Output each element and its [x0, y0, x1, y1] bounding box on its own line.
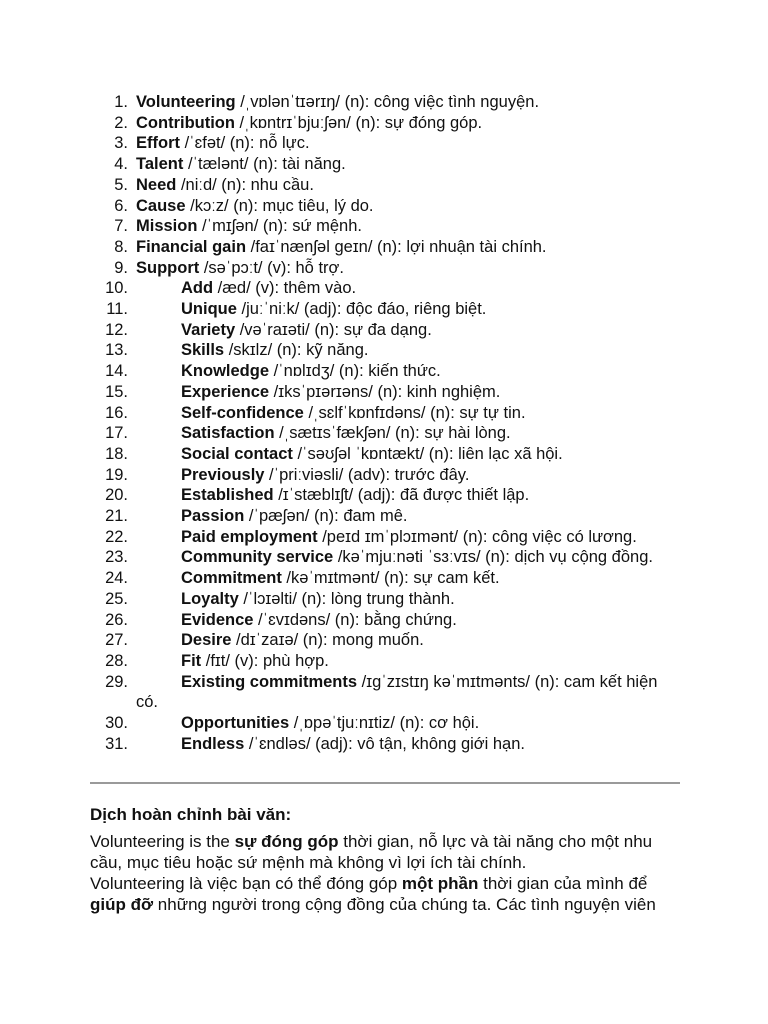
item-number: 12.	[105, 320, 128, 339]
item-number: 30.	[105, 714, 128, 733]
item-number: 31.	[105, 734, 128, 753]
vocab-term: Variety	[181, 320, 236, 339]
vocab-term: Previously	[181, 465, 265, 484]
list-item	[90, 196, 680, 217]
section-heading: Dịch hoàn chỉnh bài văn:	[90, 805, 292, 824]
translation-section	[90, 804, 680, 915]
list-item	[90, 113, 680, 134]
vocab-definition: /ˈtælənt/ (n): tài năng.	[183, 155, 346, 174]
bold-text-run: một phần	[401, 874, 479, 893]
list-item	[90, 258, 680, 279]
item-number: 25.	[105, 589, 128, 608]
vocab-term: Passion	[181, 507, 245, 526]
vocab-term: Volunteering	[136, 93, 236, 111]
vocab-term: Evidence	[181, 610, 254, 629]
vocab-definition: /ˈsəʊʃəl ˈkɒntækt/ (n): liên lạc xã hội.	[292, 444, 563, 463]
vocab-term: Desire	[181, 631, 232, 650]
vocab-definition: /ˈɛndləs/ (adj): vô tận, không giới hạn.	[244, 734, 525, 753]
item-number: 26.	[105, 610, 128, 629]
item-number: 4.	[114, 155, 128, 174]
text-run: những người trong cộng đồng của chúng ta. Các tình nguyện viên	[153, 895, 656, 914]
vocab-definition: /ˌsɛlfˈkɒnfɪdəns/ (n): sự tự tin.	[303, 403, 526, 422]
list-item	[90, 237, 680, 258]
vocab-definition: /ɪˈstæblɪʃt/ (adj): đã được thiết lập.	[273, 486, 530, 505]
item-number: 5.	[114, 175, 128, 194]
vocab-term: Cause	[136, 196, 186, 215]
vocab-definition: /æd/ (v): thêm vào.	[213, 279, 357, 298]
item-number: 27.	[105, 631, 128, 650]
list-item	[90, 485, 680, 506]
list-item	[90, 175, 680, 196]
text-run: thời gian, nỗ lực và tài năng cho một nhu cầu, mục tiêu hoặc sứ mệnh mà không vì lợi ích tài chính.	[90, 832, 653, 872]
item-number: 7.	[114, 217, 128, 236]
paragraph	[90, 873, 680, 915]
vocab-definition: /ˈpæʃən/ (n): đam mê.	[244, 507, 408, 526]
item-number: 9.	[114, 258, 128, 277]
item-number: 24.	[105, 569, 128, 588]
item-number: 3.	[114, 134, 128, 153]
vocab-definition: /kəˈmjuːnəti ˈsɜːvɪs/ (n): dịch vụ cộng đồng.	[333, 548, 653, 567]
section-divider	[90, 782, 680, 784]
list-item	[90, 340, 680, 361]
list-item	[90, 154, 680, 175]
list-item	[90, 734, 680, 755]
list-item	[90, 465, 680, 486]
item-number: 15.	[105, 382, 128, 401]
vocab-definition: /ˌvɒlənˈtɪərɪŋ/ (n): công việc tình nguyện.	[235, 93, 540, 111]
vocab-definition: /vəˈraɪəti/ (n): sự đa dạng.	[235, 320, 432, 339]
vocab-term: Talent	[136, 155, 184, 174]
item-number: 21.	[105, 507, 128, 526]
list-item	[90, 713, 680, 734]
vocab-definition: /peɪd ɪmˈplɔɪmənt/ (n): công việc có lương.	[317, 527, 637, 546]
vocab-definition: /kəˈmɪtmənt/ (n): sự cam kết.	[281, 569, 500, 588]
item-number: 8.	[114, 237, 128, 256]
vocab-definition: /səˈpɔːt/ (v): hỗ trợ.	[199, 258, 344, 277]
vocab-term: Satisfaction	[181, 424, 275, 443]
vocab-definition: /ˈɛvɪdəns/ (n): bằng chứng.	[253, 610, 457, 629]
list-item	[90, 278, 680, 299]
list-item	[90, 527, 680, 548]
list-item	[90, 216, 680, 237]
vocab-term: Skills	[181, 341, 225, 360]
item-number: 20.	[105, 486, 128, 505]
vocab-term: Contribution	[136, 113, 235, 132]
vocab-definition: /fɪt/ (v): phù hợp.	[201, 651, 329, 670]
item-number: 2.	[114, 113, 128, 132]
text-run: Volunteering is the	[90, 832, 235, 851]
paragraph	[90, 831, 680, 873]
vocab-term: Support	[136, 258, 200, 277]
list-item	[90, 589, 680, 610]
vocab-definition: /ˈnɒlɪdʒ/ (n): kiến thức.	[269, 362, 441, 381]
vocab-definition: /ˈpriːviəsli/ (adv): trước đây.	[264, 465, 470, 484]
item-number: 22.	[105, 527, 128, 546]
item-number: 13.	[105, 341, 128, 360]
item-number: 1.	[114, 93, 128, 111]
vocab-term: Endless	[181, 734, 245, 753]
item-number: 6.	[114, 196, 128, 215]
vocab-term: Add	[181, 279, 214, 298]
item-number: 23.	[105, 548, 128, 567]
vocab-definition: /skɪlz/ (n): kỹ năng.	[224, 341, 369, 360]
vocab-definition: /juːˈniːk/ (adj): độc đáo, riêng biệt.	[236, 300, 487, 319]
text-run: thời gian của mình để	[478, 874, 648, 893]
vocab-definition: /ˌsætɪsˈfækʃən/ (n): sự hài lòng.	[274, 424, 511, 443]
text-run: Volunteering là việc bạn có thể đóng góp	[90, 874, 402, 893]
vocab-definition: /ˈmɪʃən/ (n): sứ mệnh.	[197, 217, 362, 236]
vocab-term: Unique	[181, 300, 237, 319]
vocab-term: Community service	[181, 548, 334, 567]
vocab-definition: /ˈɛfət/ (n): nỗ lực.	[180, 134, 310, 153]
list-item	[90, 382, 680, 403]
item-number: 10.	[105, 279, 128, 298]
vocab-term: Fit	[181, 651, 202, 670]
vocab-term: Mission	[136, 217, 198, 236]
vocab-term: Established	[181, 486, 274, 505]
list-item	[90, 403, 680, 424]
vocab-term: Paid employment	[181, 527, 318, 546]
vocab-definition: /faɪˈnænʃəl geɪn/ (n): lợi nhuận tài chính.	[246, 237, 547, 256]
item-number: 29.	[105, 672, 128, 691]
item-number: 28.	[105, 651, 128, 670]
vocab-term: Self-confidence	[181, 403, 304, 422]
list-item	[90, 444, 680, 465]
list-item	[90, 506, 680, 527]
vocab-definition: /ˌɒpəˈtjuːnɪtiz/ (n): cơ hội.	[289, 714, 480, 733]
list-item	[90, 630, 680, 651]
list-item	[90, 610, 680, 631]
vocab-term: Loyalty	[181, 589, 239, 608]
vocab-term: Experience	[181, 382, 270, 401]
vocab-definition: /ɪgˈzɪstɪŋ kəˈmɪtmənts/ (n): cam kết hiện có.	[136, 672, 658, 712]
vocab-definition: /ɪksˈpɪərɪəns/ (n): kinh nghiệm.	[269, 382, 501, 401]
vocab-definition: /dɪˈzaɪə/ (n): mong muốn.	[231, 631, 424, 650]
vocab-term: Effort	[136, 134, 180, 153]
vocab-term: Social contact	[181, 444, 293, 463]
vocab-term: Existing commitments	[181, 672, 358, 691]
vocab-definition: /ˈlɔɪəlti/ (n): lòng trung thành.	[238, 589, 455, 608]
item-number: 14.	[105, 362, 128, 381]
vocab-term: Need	[136, 175, 177, 194]
item-number: 17.	[105, 424, 128, 443]
item-number: 11.	[106, 300, 128, 319]
vocab-term: Financial gain	[136, 237, 247, 256]
vocab-term: Opportunities	[181, 714, 290, 733]
list-item	[90, 299, 680, 320]
item-number: 18.	[105, 444, 128, 463]
list-item	[90, 568, 680, 589]
bold-text-run: giúp đỡ	[90, 895, 154, 914]
item-number: 19.	[105, 465, 128, 484]
vocabulary-list	[90, 92, 680, 755]
vocab-definition: /kɔːz/ (n): mục tiêu, lý do.	[185, 196, 374, 215]
list-item	[90, 547, 680, 568]
list-item	[90, 423, 680, 444]
list-item	[90, 361, 680, 382]
vocab-term: Knowledge	[181, 362, 270, 381]
bold-text-run: sự đóng góp	[234, 832, 339, 851]
vocab-definition: /niːd/ (n): nhu cầu.	[176, 175, 314, 194]
list-item	[90, 651, 680, 672]
vocab-definition: /ˌkɒntrɪˈbjuːʃən/ (n): sự đóng góp.	[234, 113, 483, 132]
list-item	[90, 320, 680, 341]
list-item	[90, 92, 680, 113]
list-item	[90, 133, 680, 154]
item-number: 16.	[105, 403, 128, 422]
vocab-term: Commitment	[181, 569, 282, 588]
list-item	[90, 672, 680, 713]
